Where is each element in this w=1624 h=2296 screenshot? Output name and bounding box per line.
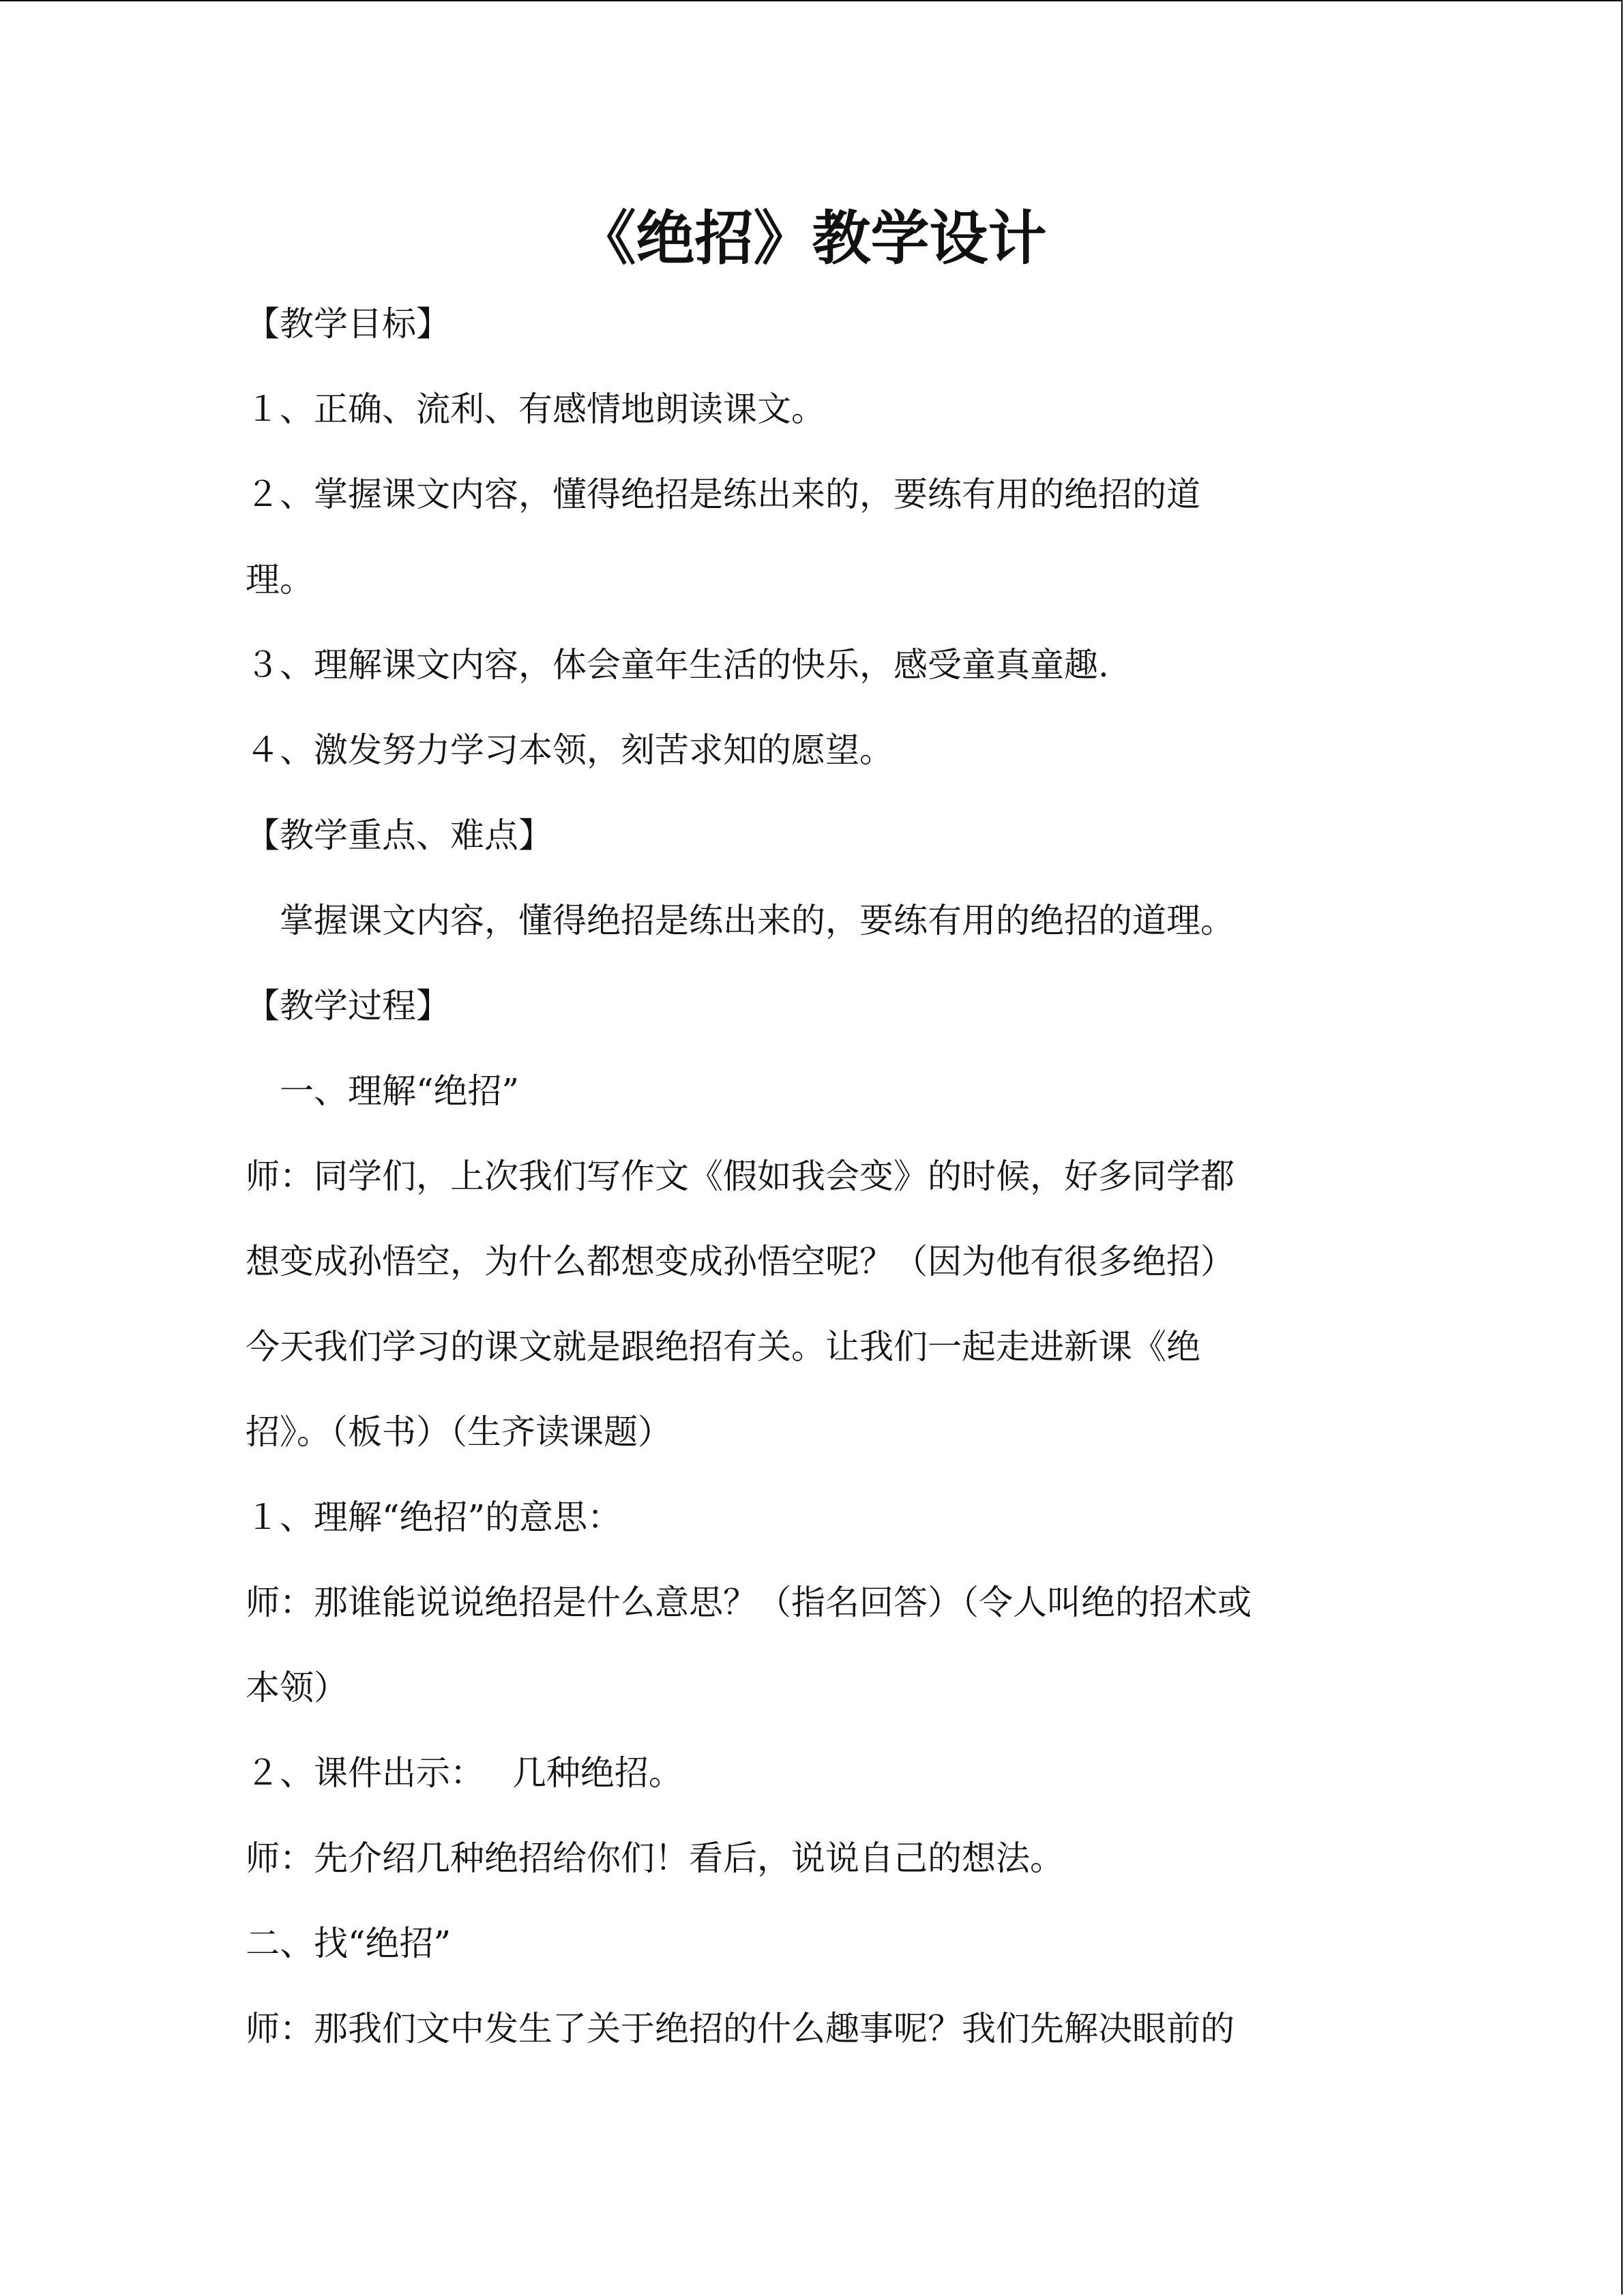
paragraph-line: 师：同学们，上次我们写作文《假如我会变》的时候，好多同学都 [246, 1157, 1235, 1196]
sub-step-1: １、理解“绝招”的意思： [246, 1497, 622, 1537]
paragraph-line: 想变成孙悟空，为什么都想变成孙悟空呢？（因为他有很多绝招） [246, 1242, 1235, 1281]
paragraph-line: 本领） [246, 1668, 348, 1708]
objective-1: １、正确、流利、有感情地朗读课文。 [246, 389, 825, 429]
section-heading-key-points: 【教学重点、难点】 [246, 816, 552, 855]
objective-4: ４、激发努力学习本领，刻苦求知的愿望。 [246, 730, 894, 770]
step-two-heading: 二、找“绝招” [246, 1924, 452, 1963]
section-heading-process: 【教学过程】 [246, 986, 450, 1026]
step-one-heading: 一、理解“绝招” [246, 1071, 520, 1111]
paragraph-line: 师：先介绍几种绝招给你们！看后，说说自己的想法。 [246, 1838, 1064, 1878]
paragraph-line: 师：那我们文中发生了关于绝招的什么趣事呢？我们先解决眼前的 [246, 2009, 1235, 2048]
sub-step-2: ２、课件出示： 几种绝招。 [246, 1753, 683, 1793]
objective-3: ３、理解课文内容，体会童年生活的快乐，感受童真童趣. [246, 645, 1109, 685]
paragraph-line: 今天我们学习的课文就是跟绝招有关。让我们一起走进新课《绝 [246, 1327, 1200, 1367]
objective-2: ２、掌握课文内容，懂得绝招是练出来的，要练有用的绝招的道 [246, 475, 1200, 514]
paragraph-line: 师：那谁能说说绝招是什么意思？（指名回答）（令人叫绝的招术或 [246, 1583, 1252, 1622]
objective-2-cont: 理。 [246, 560, 314, 599]
document-title: 《绝招》教学设计 [577, 204, 1047, 273]
paragraph-line: 招》。（板书）（生齐读课题） [246, 1412, 672, 1452]
section-heading-objectives: 【教学目标】 [246, 304, 450, 344]
key-points-text: 掌握课文内容，懂得绝招是练出来的，要练有用的绝招的道理。 [246, 901, 1235, 940]
